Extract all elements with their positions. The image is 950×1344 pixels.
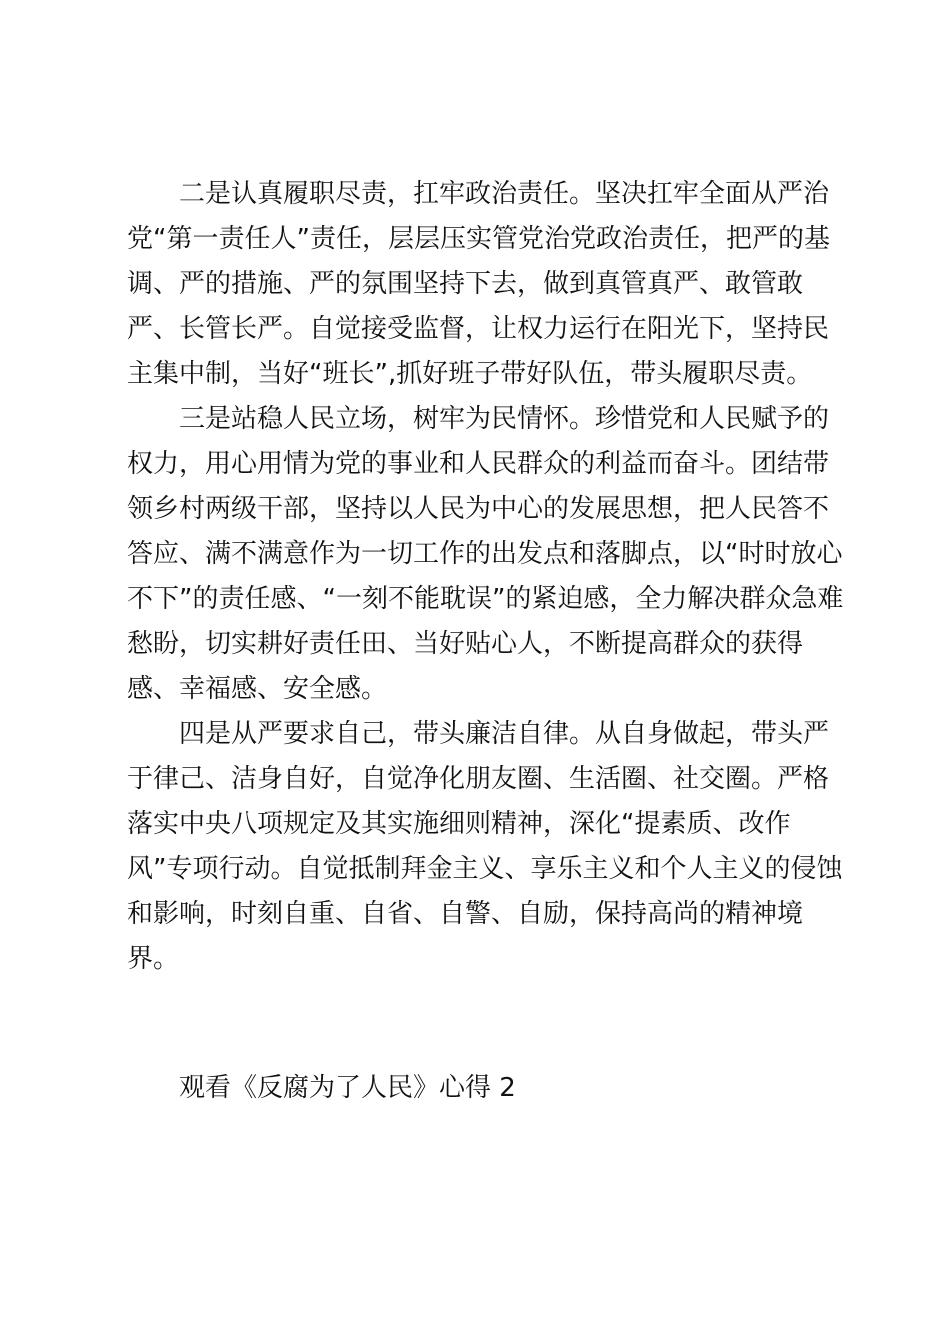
text-line: 于律己、洁身自好，自觉净化朋友圈、生活圈、社交圈。严格: [127, 764, 830, 794]
text-line: 二是认真履职尽责，扛牢政治责任。坚决扛牢全面从严治: [179, 179, 830, 209]
paragraph-duties: [127, 172, 837, 397]
text-line: 主集中制，当好“班长”,抓好班子带好队伍，带头履职尽责。: [127, 359, 813, 389]
text-line: 风”专项行动。自觉抵制拜金主义、享乐主义和个人主义的侵蚀: [127, 854, 843, 884]
text-line: 愁盼，切实耕好责任田、当好贴心人，不断提高群众的获得: [127, 629, 804, 659]
text-line: 落实中央八项规定及其实施细则精神，深化“提素质、改作: [127, 809, 791, 839]
body-text: [127, 172, 844, 982]
text-line: 四是从严要求自己，带头廉洁自律。从自身做起，带头严: [179, 719, 830, 749]
text-line: 党“第一责任人”责任，层层压实管党治党政治责任，把严的基: [127, 224, 830, 254]
text-line: 三是站稳人民立场，树牢为民情怀。珍惜党和人民赋予的: [179, 404, 830, 434]
text-line: 和影响，时刻自重、自省、自警、自励，保持高尚的精神境: [127, 899, 804, 929]
paragraph-people: [127, 397, 844, 712]
text-line: 领乡村两级干部，坚持以人民为中心的发展思想，把人民答不: [127, 494, 830, 524]
text-line: 权力，用心用情为党的事业和人民群众的利益而奋斗。团结带: [127, 449, 830, 479]
text-line: 界。: [127, 944, 180, 974]
section-heading: 观看《反腐为了人民》心得 2: [179, 1073, 516, 1103]
paragraph-self-discipline: [127, 712, 843, 982]
text-line: 答应、满不满意作为一切工作的出发点和落脚点，以“时时放心: [127, 539, 843, 569]
text-line: 不下”的责任感、“一刻不能耽误”的紧迫感，全力解决群众急难: [127, 584, 844, 614]
text-line: 严、长管长严。自觉接受监督，让权力运行在阳光下，坚持民: [127, 314, 830, 344]
text-line: 调、严的措施、严的氛围坚持下去，做到真管真严、敢管敢: [127, 269, 804, 299]
text-line: 感、幸福感、安全感。: [127, 674, 388, 704]
